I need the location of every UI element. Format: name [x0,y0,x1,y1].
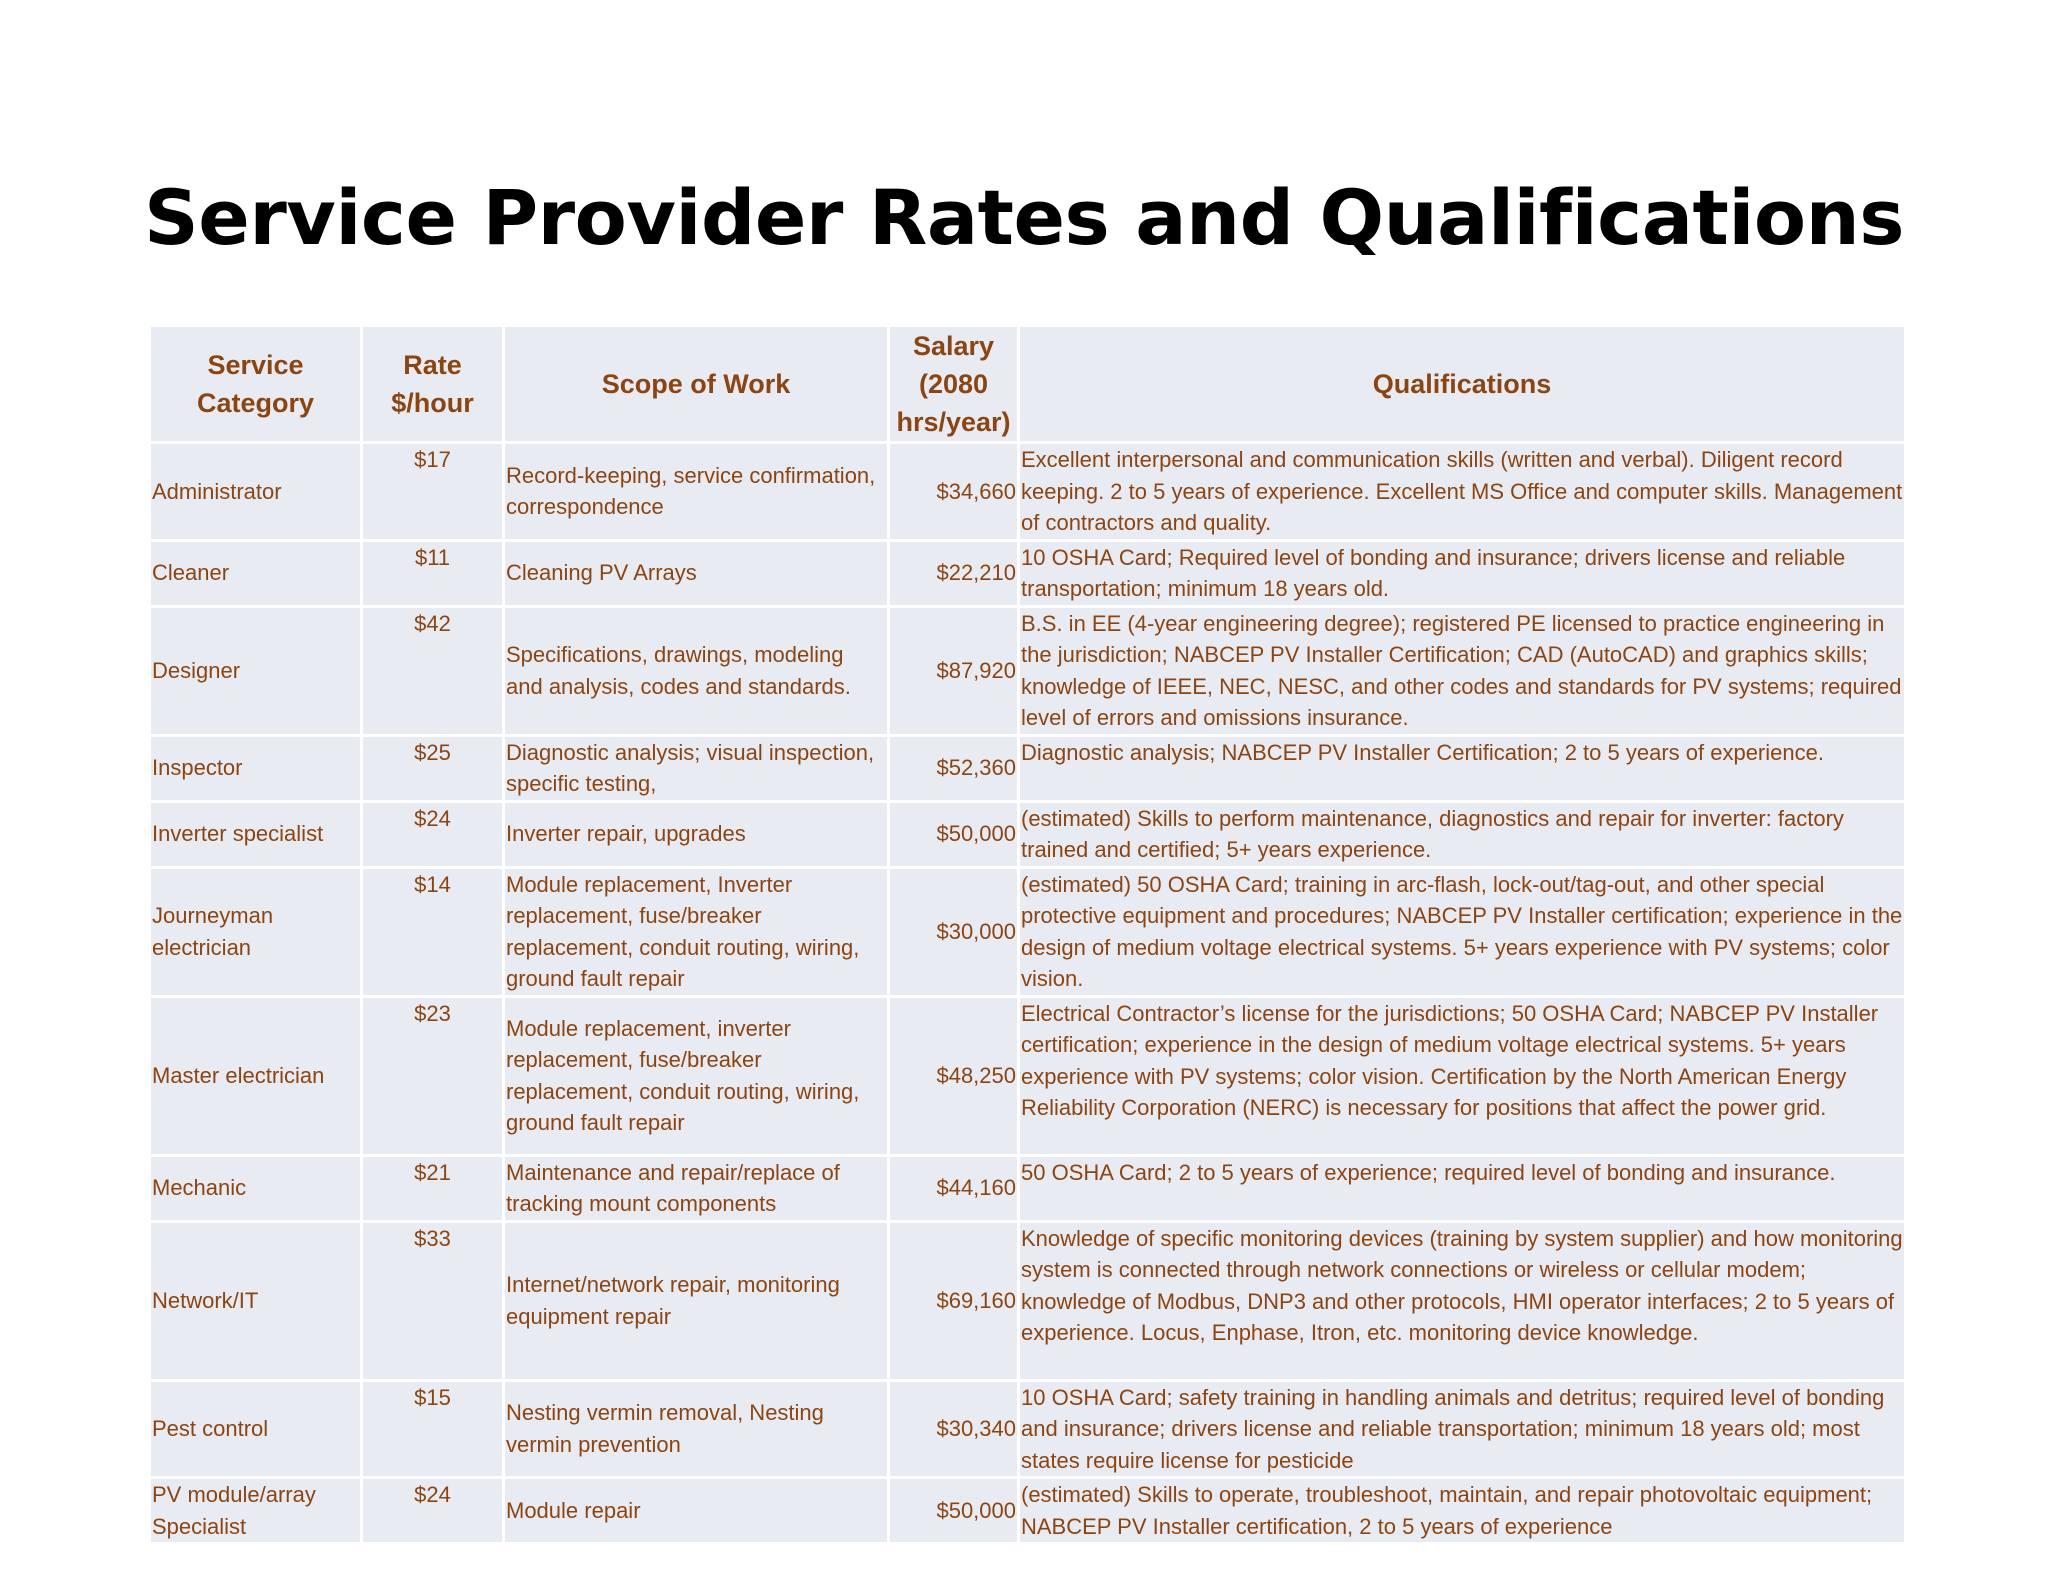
cell-rate: $25 [362,735,504,801]
rates-table-container [148,324,1904,1539]
cell-qualifications: Knowledge of specific monitoring devices (training by system supplier) and how monitoring system is connected through network connections or wireless or cellular modem; knowledge of Modbus, DNP3 and other protocols, HMI operator interfaces; 2 to 5 years of experience. Locus, Enphase, Itron, etc. monitoring device knowledge. [1019,1221,1906,1380]
header-rate: Rate $/hour [362,326,504,443]
table-row [150,996,1906,1155]
table-row [150,1380,1906,1478]
cell-scope: Inverter repair, upgrades [504,801,889,867]
cell-scope: Specifications, drawings, modeling and analysis, codes and standards. [504,606,889,735]
cell-scope: Module repair [504,1478,889,1544]
cell-category: Cleaner [150,540,362,606]
header-qualifications: Qualifications [1019,326,1906,443]
cell-rate: $17 [362,443,504,541]
cell-salary: $52,360 [889,735,1019,801]
cell-scope: Module replacement, Inverter replacement, fuse/breaker replacement, conduit routing, wiring, ground fault repair [504,867,889,996]
cell-category: Inverter specialist [150,801,362,867]
cell-rate: $24 [362,801,504,867]
cell-rate: $23 [362,996,504,1155]
cell-salary: $50,000 [889,1478,1019,1544]
cell-rate: $42 [362,606,504,735]
table-row [150,1155,1906,1221]
cell-salary: $34,660 [889,443,1019,541]
cell-category: Inspector [150,735,362,801]
cell-qualifications: (estimated) Skills to perform maintenance, diagnostics and repair for inverter: factory trained and certified; 5+ years experience. [1019,801,1906,867]
cell-rate: $33 [362,1221,504,1380]
cell-rate: $21 [362,1155,504,1221]
table-row [150,606,1906,735]
table-row [150,1478,1906,1544]
cell-qualifications: 10 OSHA Card; Required level of bonding and insurance; drivers license and reliable transportation; minimum 18 years old. [1019,540,1906,606]
cell-category: Mechanic [150,1155,362,1221]
cell-category: Administrator [150,443,362,541]
cell-salary: $87,920 [889,606,1019,735]
cell-qualifications: Excellent interpersonal and communication skills (written and verbal). Diligent record keeping. 2 to 5 years of experience. Excellent MS Office and computer skills. Management of contractors and quality. [1019,443,1906,541]
table-row [150,867,1906,996]
cell-qualifications: 10 OSHA Card; safety training in handling animals and detritus; required level of bonding and insurance; drivers license and reliable transportation; minimum 18 years old; most states require license for pesticide [1019,1380,1906,1478]
cell-salary: $48,250 [889,996,1019,1155]
header-service-category: Service Category [150,326,362,443]
cell-scope: Module replacement, inverter replacement, fuse/breaker replacement, conduit routing, wiring, ground fault repair [504,996,889,1155]
table-row [150,801,1906,867]
cell-category: Network/IT [150,1221,362,1380]
table-header-row [150,326,1906,443]
table-row [150,443,1906,541]
cell-qualifications: Diagnostic analysis; NABCEP PV Installer Certification; 2 to 5 years of experience. [1019,735,1906,801]
cell-rate: $24 [362,1478,504,1544]
header-salary: Salary (2080 hrs/year) [889,326,1019,443]
page-title: Service Provider Rates and Qualifications [144,173,1904,262]
cell-scope: Diagnostic analysis; visual inspection, specific testing, [504,735,889,801]
cell-salary: $69,160 [889,1221,1019,1380]
table-row [150,540,1906,606]
cell-salary: $22,210 [889,540,1019,606]
cell-qualifications: B.S. in EE (4-year engineering degree); registered PE licensed to practice engineering in the jurisdiction; NABCEP PV Installer Certification; CAD (AutoCAD) and graphics skills; knowledge of IEEE, NEC, NESC, and other codes and standards for PV systems; required level of errors and omissions insurance. [1019,606,1906,735]
cell-scope: Internet/network repair, monitoring equipment repair [504,1221,889,1380]
table-row [150,1221,1906,1380]
cell-salary: $44,160 [889,1155,1019,1221]
table-row [150,735,1906,801]
cell-scope: Record-keeping, service confirmation, correspondence [504,443,889,541]
cell-category: PV module/array Specialist [150,1478,362,1544]
cell-qualifications: (estimated) 50 OSHA Card; training in arc-flash, lock-out/tag-out, and other special protective equipment and procedures; NABCEP PV Installer certification; experience in the design of medium voltage electrical systems. 5+ years experience with PV systems; color vision. [1019,867,1906,996]
cell-salary: $30,340 [889,1380,1019,1478]
cell-rate: $15 [362,1380,504,1478]
cell-scope: Nesting vermin removal, Nesting vermin prevention [504,1380,889,1478]
cell-rate: $14 [362,867,504,996]
cell-category: Designer [150,606,362,735]
rates-table [148,324,1907,1545]
cell-category: Pest control [150,1380,362,1478]
cell-scope: Cleaning PV Arrays [504,540,889,606]
cell-qualifications: (estimated) Skills to operate, troubleshoot, maintain, and repair photovoltaic equipment; NABCEP PV Installer certification, 2 to 5 years of experience [1019,1478,1906,1544]
cell-salary: $30,000 [889,867,1019,996]
cell-salary: $50,000 [889,801,1019,867]
cell-category: Master electrician [150,996,362,1155]
cell-qualifications: Electrical Contractor’s license for the jurisdictions; 50 OSHA Card; NABCEP PV Installer certification; experience in the design of medium voltage electrical systems. 5+ years experience with PV systems; color vision. Certification by the North American Energy Reliability Corporation (NERC) is necessary for positions that affect the power grid. [1019,996,1906,1155]
cell-scope: Maintenance and repair/replace of tracking mount components [504,1155,889,1221]
cell-category: Journeyman electrician [150,867,362,996]
cell-rate: $11 [362,540,504,606]
cell-qualifications: 50 OSHA Card; 2 to 5 years of experience; required level of bonding and insurance. [1019,1155,1906,1221]
header-scope-of-work: Scope of Work [504,326,889,443]
